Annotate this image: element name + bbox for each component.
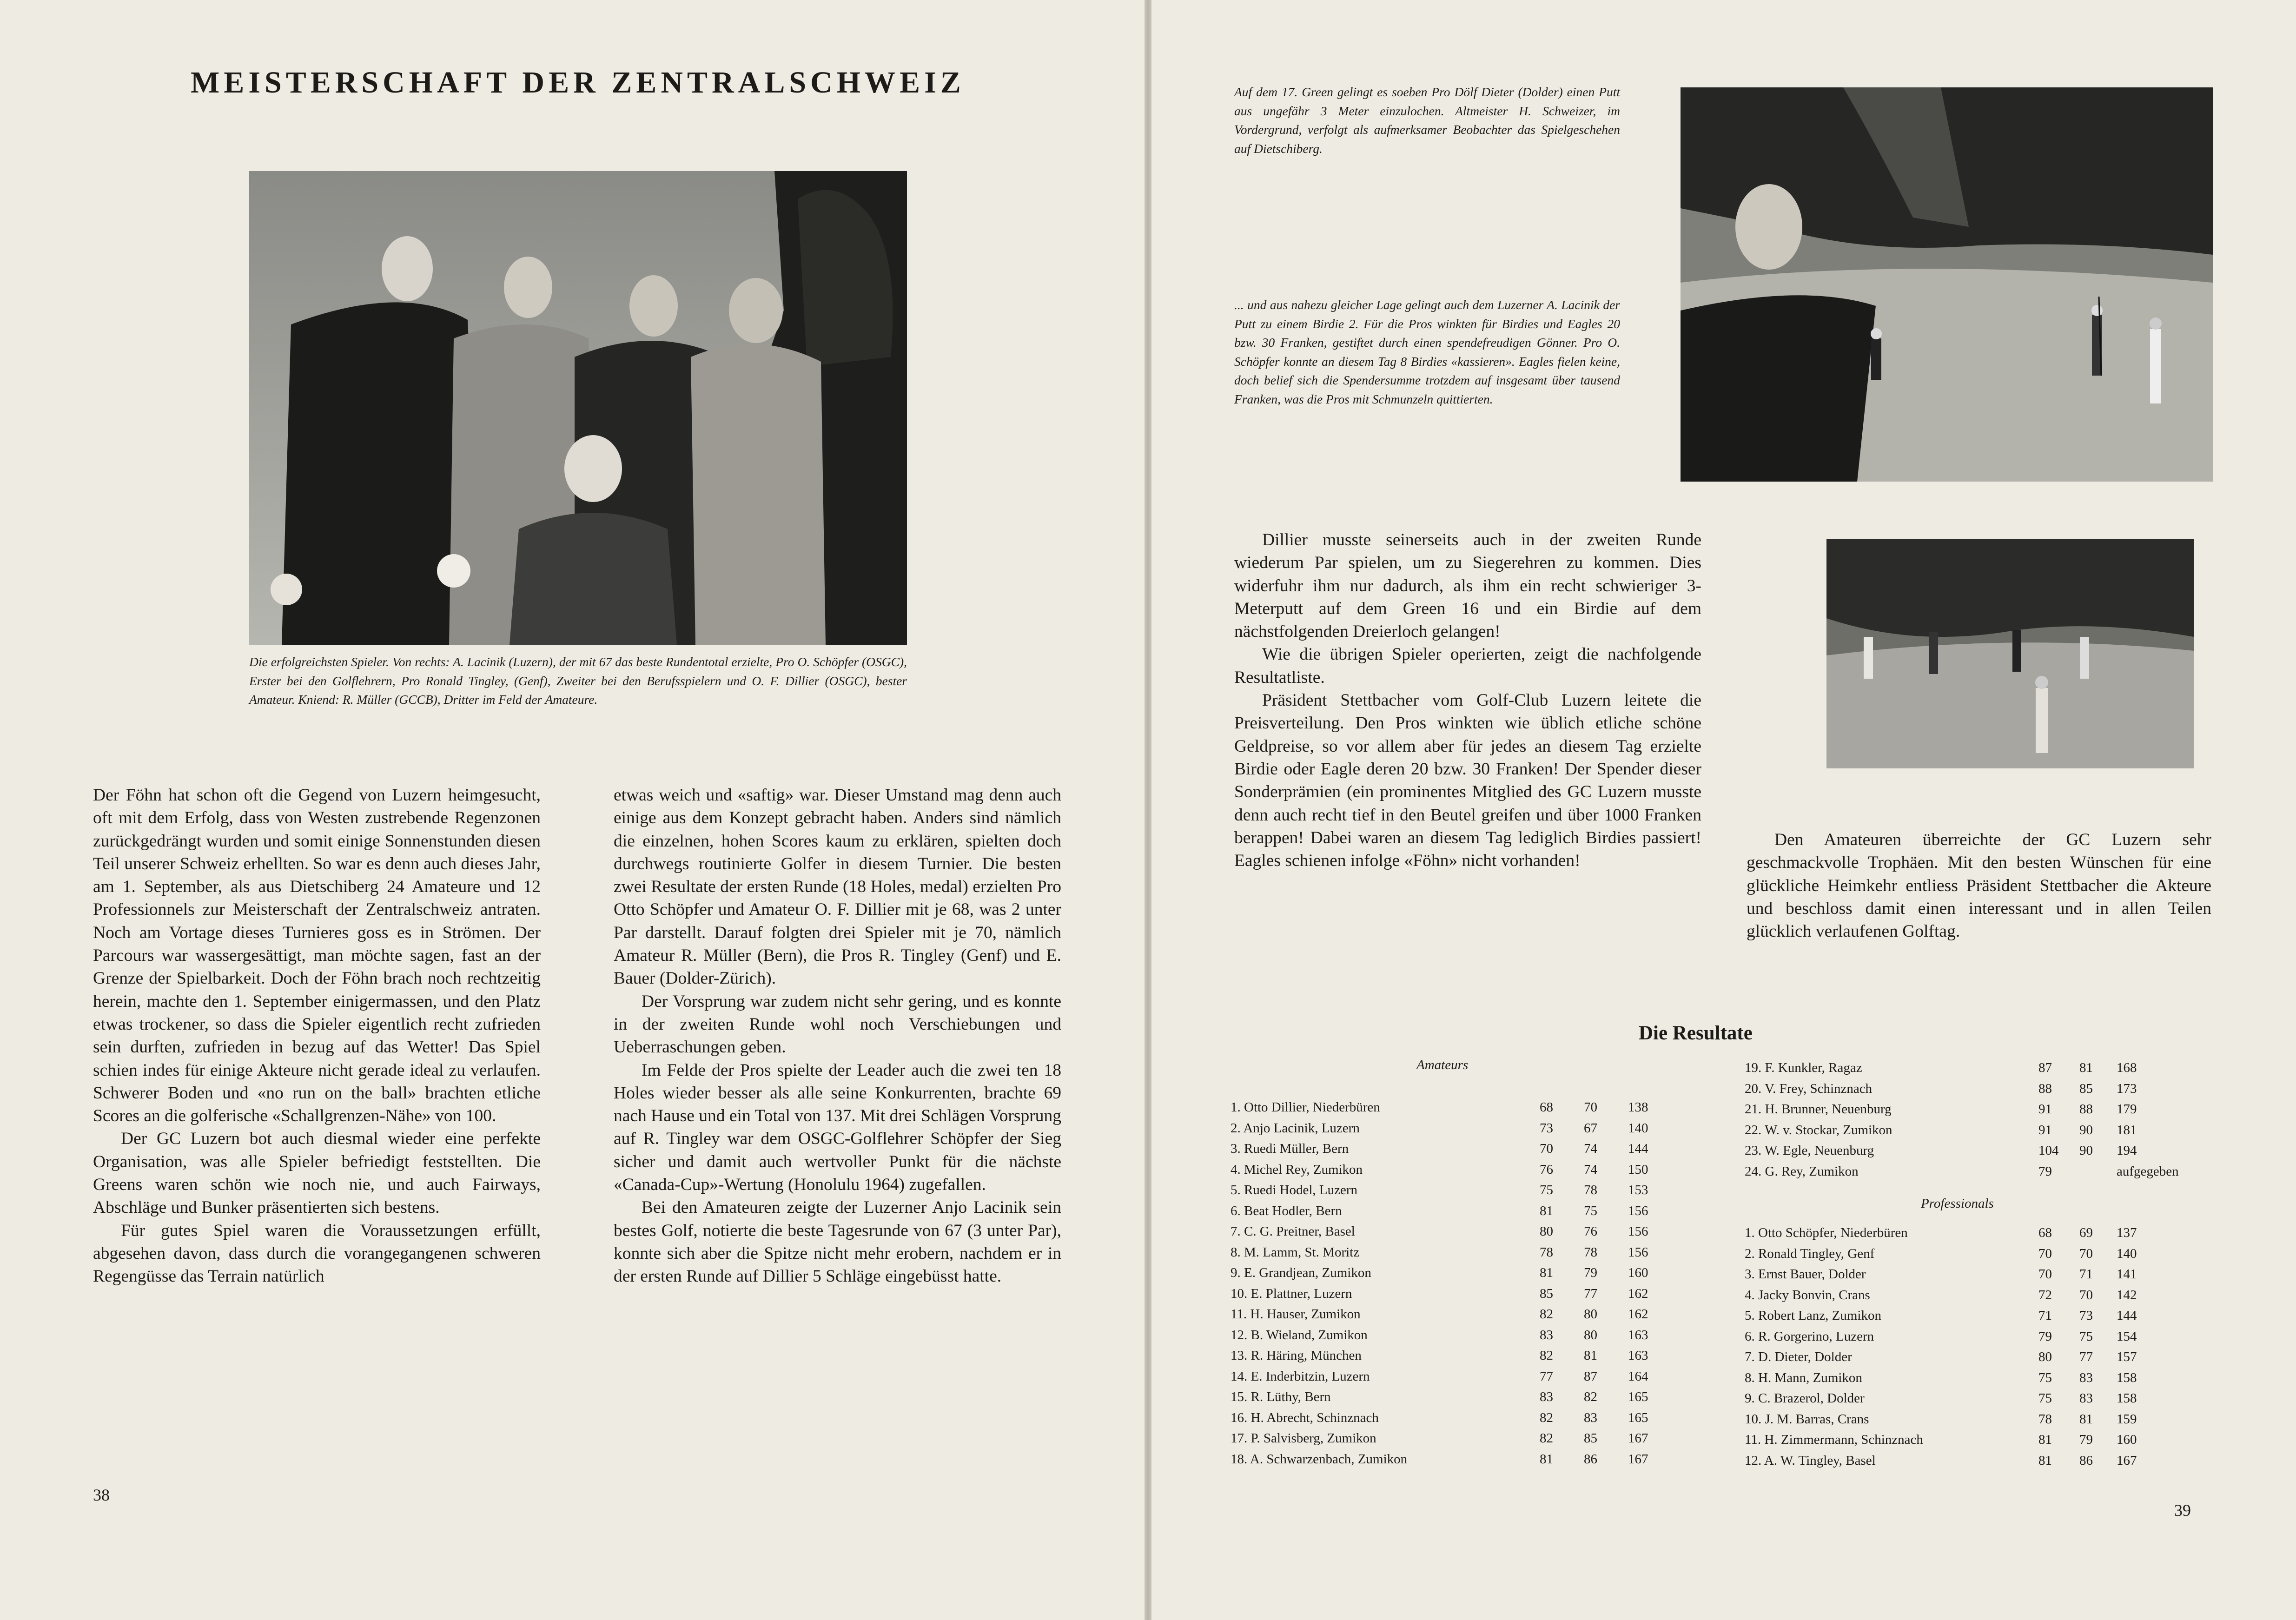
round-2-score: 70 [2079,1246,2093,1261]
round-1-score: 78 [2038,1411,2052,1427]
player-name: 17. P. Salvisberg, Zumikon [1231,1431,1376,1446]
result-row [1231,1283,1648,1304]
player-name: 7. C. G. Preitner, Basel [1231,1224,1355,1239]
green-players-photo [1826,539,2194,768]
round-2-score: 83 [1584,1410,1597,1425]
round-2-score: 70 [2079,1287,2093,1303]
round-1-score: 83 [1540,1389,1553,1404]
player-name: 24. G. Rey, Zumikon [1745,1164,1859,1179]
total-score: 153 [1628,1183,1648,1197]
player-name: 10. E. Plattner, Luzern [1231,1286,1352,1301]
result-row [1231,1387,1648,1408]
round-1-score: 78 [1540,1244,1553,1260]
round-2-score: 86 [2079,1453,2093,1468]
round-1-score: 79 [2038,1164,2052,1179]
round-2-score: 81 [2079,1060,2093,1075]
player-name: 5. Ruedi Hodel, Luzern [1231,1183,1358,1197]
total-score: 168 [2117,1060,2137,1075]
putt-photo-caption [1234,83,1620,158]
players-group-photo [249,171,907,645]
round-1-score: 75 [2038,1391,2052,1406]
player-name: 3. Ernst Bauer, Dolder [1745,1267,1866,1282]
player-name: 8. H. Mann, Zumikon [1745,1370,1862,1385]
result-row [1231,1138,1648,1159]
player-name: 19. F. Kunkler, Ragaz [1745,1060,1862,1075]
total-score: 179 [2117,1102,2137,1117]
result-row [1745,1326,2214,1347]
professionals-results-table [1745,1223,2214,1471]
total-score: 144 [1628,1141,1648,1156]
left-column-2 [614,784,1061,1288]
round-1-score: 70 [1540,1141,1553,1156]
round-2-score: 83 [2079,1391,2093,1406]
round-1-score: 82 [1540,1348,1553,1363]
result-row [1231,1408,1648,1428]
page-number-right: 39 [2174,1501,2191,1520]
group-photo-caption-text: Die erfolgreichsten Spieler. Von rechts: A. Lacinik (Luzern), der mit 67 das beste Rundentotal erzielte, Pro O. Schöpfer (OSGC), Erster bei den Golflehrern, Pro Ronald Tingley, (Genf), Zweiter bei den Berufsspielern und O. F. Dillier (OSGC), bester Amateur. Kniend: R. Müller (GCCB), Dritter im Feld der Amateure. [249,655,907,707]
player-name: 5. Robert Lanz, Zumikon [1745,1308,1881,1323]
round-1-score: 68 [1540,1100,1553,1115]
round-2-score: 81 [2079,1411,2093,1427]
green-putt-photo [1681,87,2213,482]
round-1-score: 81 [1540,1203,1553,1218]
result-row [1745,1223,2214,1243]
player-name: 20. V. Frey, Schinznach [1745,1081,1873,1096]
round-1-score: 81 [2038,1453,2052,1468]
round-1-score: 79 [2038,1329,2052,1344]
player-name: 10. J. M. Barras, Crans [1745,1411,1869,1427]
total-score: 163 [1628,1327,1648,1342]
professionals-heading: Professionals [1921,1196,1994,1211]
total-score: 158 [2117,1391,2137,1406]
page-number-left: 38 [93,1486,110,1504]
paragraph: Der GC Luzern bot auch diesmal wieder eine perfekte Organisation, was alle Spieler befriedigt feststellten. Die Greens waren schön wie noch nie, und auch Fairways, Abschläge und Bunker präsentierten sich bestens. [93,1129,541,1217]
total-score: 162 [1628,1307,1648,1322]
result-row [1231,1325,1648,1346]
results-title: Die Resultate [1639,1022,1753,1044]
round-2-score: 82 [1584,1389,1597,1404]
total-score: 157 [2117,1349,2137,1364]
result-row [1745,1264,2214,1285]
round-2-score: 78 [1584,1183,1597,1197]
article-title: MEISTERSCHAFT DER ZENTRALSCHWEIZ [191,66,965,99]
round-1-score: 81 [1540,1265,1553,1280]
total-score: 154 [2117,1329,2137,1344]
paragraph: Der Föhn hat schon oft die Gegend von Luzern heimgesucht, oft mit dem Erfolg, dass von Westen zustrebende Regenzonen zurückgedrängt wurden und somit einige Sonnenstunden diesen Teil unserer Schweiz erhellten. So war es denn auch dieses Jahr, am 1. September, als aus Dietschiberg 24 Amateure und 12 Professionnels zur Meisterschaft der Zentralschweiz antraten. Noch am Vortage dieses Turnieres goss es in Strömen. Der Parcours war wassergesättigt, man möchte sagen, fast an der Grenze der Spielbarkeit. Doch der Föhn brach noch rechtzeitig herein, machte den 1. September einigermassen, und den Platz etwas trockener, so dass die Spieler eigentlich recht zufrieden sein durften, zufrieden in bezug auf das Wetter! Das Spiel schien indes für einige Akteure nicht gerade ideal zu verlaufen. Schwerer Boden und «no run on the ball» brachten etliche Scores an die golferische «Schallgrenzen-Nähe» von 100. [93,786,541,1126]
right-column-2 [1747,828,2211,943]
paragraph: etwas weich und «saftig» war. Dieser Umstand mag denn auch einige aus dem Konzept gebracht haben. Anders sind nämlich die einzelnen, hohen Scores kaum zu erklären, spielten doch durchwegs routinierte Golfer in diesem Turnier. Die besten zwei Resultate der ersten Runde (18 Holes, medal) erzielten Pro Otto Schöpfer und Amateur O. F. Dillier mit je 68, was 2 unter Par darstellt. Darauf folgten drei Spieler mit je 70, nämlich Amateur R. Müller (Bern), die Pros R. Tingley (Genf) und E. Bauer (Dolder-Zürich). [614,786,1061,988]
round-2-score: 74 [1584,1162,1597,1177]
result-row [1231,1428,1648,1449]
result-row [1231,1159,1648,1180]
result-row [1231,1242,1648,1263]
round-2-score: 80 [1584,1327,1597,1342]
total-score: 138 [1628,1100,1648,1115]
result-row [1745,1078,2214,1099]
result-row [1745,1429,2214,1450]
round-2-score: 70 [1584,1100,1597,1115]
left-page [0,0,1145,1620]
result-row [1231,1221,1648,1242]
result-row [1745,1058,2214,1078]
round-1-score: 76 [1540,1162,1553,1177]
player-name: 6. R. Gorgerino, Luzern [1745,1329,1874,1344]
paragraph: Im Felde der Pros spielte der Leader auch die zwei ten 18 Holes wieder besser als alle seine Konkurrenten, brachte 69 nach Hause und ein Total von 137. Mit drei Schlägen Vorsprung auf R. Tingley war dem OSGC-Golflehrer Schöpfer der Sieg sicher und damit auch wertvoller Punkt für die nächste «Canada-Cup»-Wertung (Honolulu 1964) zugefallen. [614,1060,1061,1195]
total-score: 165 [1628,1389,1648,1404]
round-1-score: 82 [1540,1410,1553,1425]
total-score: 173 [2117,1081,2137,1096]
player-name: 18. A. Schwarzenbach, Zumikon [1231,1451,1408,1467]
paragraph: Bei den Amateuren zeigte der Luzerner Anjo Lacinik sein bestes Golf, notierte die beste Tagesrunde von 67 (3 unter Par), konnte sich aber die Spitze nicht mehr erobern, nachdem er in der ersten Runde auf Dillier 5 Schläge eingebüsst hatte. [614,1198,1061,1286]
round-1-score: 70 [2038,1267,2052,1282]
round-2-score: 74 [1584,1141,1597,1156]
player-name: 12. B. Wieland, Zumikon [1231,1327,1368,1342]
result-row [1231,1180,1648,1201]
player-name: 8. M. Lamm, St. Moritz [1231,1244,1360,1260]
page-gutter [1145,0,1151,1620]
left-column-1 [93,784,541,1288]
round-1-score: 75 [1540,1183,1553,1197]
round-2-score: 80 [1584,1307,1597,1322]
round-2-score: 85 [2079,1081,2093,1096]
round-2-score: 88 [2079,1102,2093,1117]
player-name: 15. R. Lüthy, Bern [1231,1389,1331,1404]
result-row [1745,1450,2214,1471]
round-1-score: 88 [2038,1081,2052,1096]
total-score: 141 [2117,1267,2137,1282]
amateurs-heading: Amateurs [1416,1058,1469,1072]
result-row [1231,1449,1648,1470]
round-1-score: 91 [2038,1122,2052,1137]
total-score: 160 [2117,1432,2137,1447]
player-name: 23. W. Egle, Neuenburg [1745,1143,1874,1158]
result-row [1745,1305,2214,1326]
birdie-caption-text: ... und aus nahezu gleicher Lage gelingt auch dem Luzerner A. Lacinik der Putt zu einem Birdie 2. Für die Pros winkten für Birdies und Eagles 20 bzw. 30 Franken, gestiftet durch einen spendefreudigen Gönner. Pro O. Schöpfer konnte an diesem Tag 8 Birdies «kassieren». Eagles fielen keine, doch belief sich die Spendersumme trotzdem auf insgesamt über tausend Franken, was die Pros mit Schmunzeln quittierten. [1234,298,1620,406]
round-1-score: 80 [1540,1224,1553,1239]
player-name: 7. D. Dieter, Dolder [1745,1349,1852,1364]
round-1-score: 75 [2038,1370,2052,1385]
round-2-score: 90 [2079,1143,2093,1158]
player-name: 2. Anjo Lacinik, Luzern [1231,1120,1360,1136]
round-1-score: 80 [2038,1349,2052,1364]
paragraph: Dillier musste seinerseits auch in der zweiten Runde wiederum Par spielen, um zu Siegerehren zu kommen. Dies widerfuhr ihm nur dadurch, als ihm ein recht schwieriger 3-Meterputt auf dem Green 16 und ein Birdie auf dem nächstfolgenden Dreierloch gelangen! [1234,530,1701,641]
total-score: 142 [2117,1287,2137,1303]
player-name: 9. C. Brazerol, Dolder [1745,1391,1865,1406]
total-score: 165 [1628,1410,1648,1425]
player-name: 4. Jacky Bonvin, Crans [1745,1287,1870,1303]
player-name: 14. E. Inderbitzin, Luzern [1231,1369,1370,1384]
round-1-score: 81 [2038,1432,2052,1447]
group-photo-caption [249,653,907,709]
round-1-score: 71 [2038,1308,2052,1323]
total-score: aufgegeben [2117,1164,2179,1179]
result-row [1745,1347,2214,1368]
result-row [1745,1120,2214,1141]
round-2-score: 73 [2079,1308,2093,1323]
right-column-1 [1234,529,1701,872]
player-name: 16. H. Abrecht, Schinznach [1231,1410,1379,1425]
paragraph: Den Amateuren überreichte der GC Luzern sehr geschmackvolle Trophäen. Mit den besten Wünschen für eine glückliche Heimkehr entliess Präsident Stettbacher die Akteure und beschloss damit einen interessant und in allen Teilen glücklich verlaufenen Golftag. [1747,830,2211,941]
player-name: 6. Beat Hodler, Bern [1231,1203,1342,1218]
round-2-score: 75 [2079,1329,2093,1344]
player-name: 22. W. v. Stockar, Zumikon [1745,1122,1892,1137]
round-2-score: 81 [1584,1348,1597,1363]
player-name: 11. H. Zimmermann, Schinznach [1745,1432,1923,1447]
round-1-score: 83 [1540,1327,1553,1342]
result-row [1745,1388,2214,1409]
total-score: 164 [1628,1369,1648,1384]
result-row [1745,1285,2214,1306]
round-2-score: 87 [1584,1369,1597,1384]
result-row [1231,1201,1648,1222]
total-score: 158 [2117,1370,2137,1385]
result-row [1231,1118,1648,1139]
total-score: 167 [2117,1453,2137,1468]
total-score: 140 [1628,1120,1648,1136]
player-name: 4. Michel Rey, Zumikon [1231,1162,1363,1177]
total-score: 167 [1628,1431,1648,1446]
result-row [1745,1243,2214,1264]
total-score: 144 [2117,1308,2137,1323]
round-2-score: 79 [1584,1265,1597,1280]
right-page [1151,0,2296,1620]
player-name: 21. H. Brunner, Neuenburg [1745,1102,1892,1117]
player-name: 13. R. Häring, München [1231,1348,1362,1363]
total-score: 150 [1628,1162,1648,1177]
result-row [1745,1161,2214,1182]
round-1-score: 77 [1540,1369,1553,1384]
total-score: 156 [1628,1203,1648,1218]
total-score: 162 [1628,1286,1648,1301]
player-name: 1. Otto Dillier, Niederbüren [1231,1100,1380,1115]
round-2-score: 71 [2079,1267,2093,1282]
result-row [1231,1097,1648,1118]
round-1-score: 104 [2038,1143,2059,1158]
player-name: 12. A. W. Tingley, Basel [1745,1453,1876,1468]
round-1-score: 91 [2038,1102,2052,1117]
round-2-score: 67 [1584,1120,1597,1136]
total-score: 137 [2117,1225,2137,1240]
result-row [1231,1345,1648,1366]
result-row [1745,1099,2214,1120]
round-2-score: 76 [1584,1224,1597,1239]
paragraph: Präsident Stettbacher vom Golf-Club Luzern leitete die Preisverteilung. Den Pros winkten wie üblich etliche schöne Geldpreise, so vor allem aber für jedes an diesem Tag erzielte Birdie oder Eagle deren 20 bzw. 30 Franken! Der Spender dieser Sonderprämien (ein prominentes Mitglied des GC Luzern musste denn auch recht tief in den Beutel greifen und über 1000 Franken berappen! Dabei waren an diesem Tag lediglich Birdies passiert! Eagles schienen infolge «Föhn» nicht vorhanden! [1234,691,1701,871]
player-name: 3. Ruedi Müller, Bern [1231,1141,1349,1156]
round-2-score: 90 [2079,1122,2093,1137]
birdie-caption [1234,296,1620,409]
player-name: 9. E. Grandjean, Zumikon [1231,1265,1371,1280]
total-score: 156 [1628,1244,1648,1260]
round-1-score: 68 [2038,1225,2052,1240]
round-2-score: 79 [2079,1432,2093,1447]
paragraph: Für gutes Spiel waren die Voraussetzungen erfüllt, abgesehen davon, dass durch die vorangegangenen schweren Regengüsse das Terrain natürlich [93,1221,541,1286]
result-row [1745,1140,2214,1161]
round-1-score: 82 [1540,1431,1553,1446]
round-2-score: 77 [2079,1349,2093,1364]
result-row [1231,1263,1648,1283]
total-score: 160 [1628,1265,1648,1280]
round-2-score: 83 [2079,1370,2093,1385]
amateurs-results-table-1 [1231,1097,1648,1469]
result-row [1745,1368,2214,1389]
round-2-score: 69 [2079,1225,2093,1240]
total-score: 156 [1628,1224,1648,1239]
round-1-score: 70 [2038,1246,2052,1261]
player-name: 2. Ronald Tingley, Genf [1745,1246,1875,1261]
round-2-score: 77 [1584,1286,1597,1301]
round-1-score: 82 [1540,1307,1553,1322]
round-1-score: 87 [2038,1060,2052,1075]
result-row [1231,1366,1648,1387]
total-score: 159 [2117,1411,2137,1427]
round-2-score: 85 [1584,1431,1597,1446]
player-name: 11. H. Hauser, Zumikon [1231,1307,1361,1322]
round-1-score: 73 [1540,1120,1553,1136]
total-score: 194 [2117,1143,2137,1158]
total-score: 167 [1628,1451,1648,1467]
round-1-score: 81 [1540,1451,1553,1467]
total-score: 140 [2117,1246,2137,1261]
total-score: 181 [2117,1122,2137,1137]
round-2-score: 86 [1584,1451,1597,1467]
paragraph: Wie die übrigen Spieler operierten, zeigt die nachfolgende Resultatliste. [1234,645,1701,687]
round-2-score: 78 [1584,1244,1597,1260]
result-row [1745,1409,2214,1430]
result-row [1231,1304,1648,1325]
putt-photo-caption-text: Auf dem 17. Green gelingt es soeben Pro Dölf Dieter (Dolder) einen Putt aus ungefähr 3 Meter einzulochen. Altmeister H. Schweizer, im Vordergrund, verfolgt als aufmerksamer Beobachter das Spielgeschehen auf Dietschiberg. [1234,85,1620,156]
paragraph: Der Vorsprung war zudem nicht sehr gering, und es konnte in der zweiten Runde wohl noch Verschiebungen und Ueberraschungen geben. [614,992,1061,1057]
total-score: 163 [1628,1348,1648,1363]
round-1-score: 72 [2038,1287,2052,1303]
round-1-score: 85 [1540,1286,1553,1301]
amateurs-results-table-2 [1745,1058,2214,1182]
round-2-score: 75 [1584,1203,1597,1218]
player-name: 1. Otto Schöpfer, Niederbüren [1745,1225,1908,1240]
